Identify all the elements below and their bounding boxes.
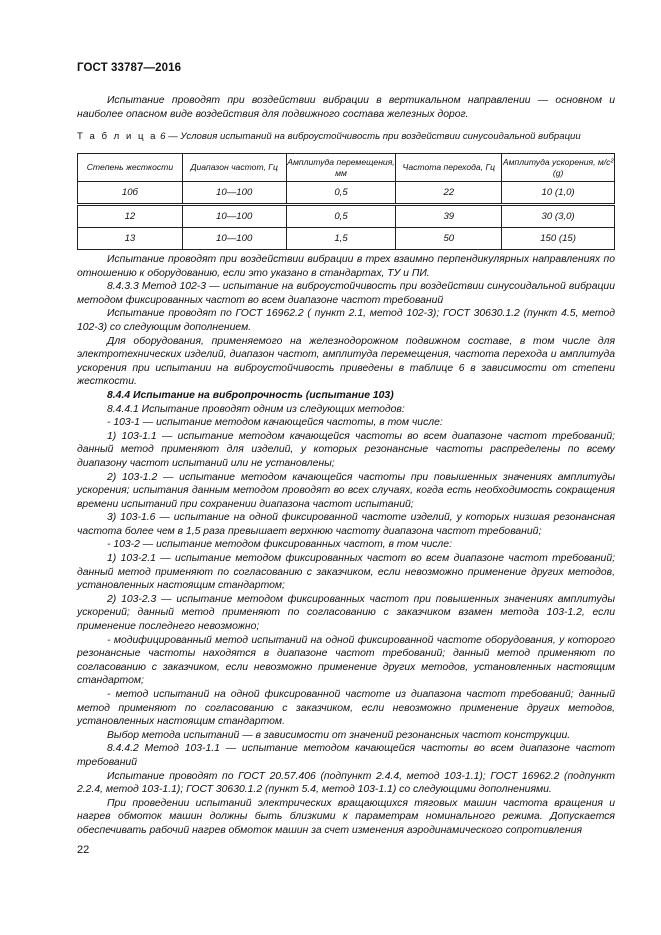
column-header-crossover: Частота перехода, Гц (396, 154, 502, 182)
table-label: Т а б л и ц а (77, 131, 158, 142)
list-item: 1) 103-2.1 — испытание методом фиксированных частот во всем диапазоне частот требований; данный метод применяют по согласованию с заказчиком, если невозможно применение других методов, установленных настоящим стандартом; (77, 553, 615, 592)
paragraph: Для оборудования, применяемого на железнодорожном подвижном составе, в том числе для электротехнических изделий, диапазон частот, амплитуда перемещения, частота перехода и амплитуда ускорения при испытании на виброустойчивость приведены в таблице 6 в зависимости от степени жесткости. (77, 335, 615, 388)
table-cell: 10—100 (182, 205, 286, 228)
list-item: 2) 103-1.2 — испытание методом качающейся частоты при повышенных значениях амплитуды ускорения; испытания данным методом проводят во всех случаях, когда есть необходимость сокращения времени испытаний при сохранении диапазона частот испытаний; (77, 471, 615, 510)
column-header-displacement: Амплитуда перемещения, мм (286, 154, 396, 182)
table-cell: 10 (1,0) (502, 182, 615, 205)
intro-block (77, 94, 615, 121)
table-cell: 1,5 (286, 228, 396, 250)
paragraph: Выбор метода испытаний — в зависимости от значений резонансных частот конструкции. (107, 729, 571, 741)
table-caption-text: 6 — Условия испытаний на виброустойчивость при воздействии синусоидальной вибрации (160, 131, 581, 142)
column-header-severity: Степень жесткости (78, 154, 183, 182)
table-cell: 10—100 (182, 182, 286, 205)
paragraph: Испытание проводят по ГОСТ 20.57.406 (подпункт 2.4.4, метод 103-1.1); ГОСТ 16962.2 (подпункт 2.2.4, метод 103-1.1); ГОСТ 30630.1.2 (пункт 5.4, метод 103-1.1) со следующими дополнениями. (77, 770, 615, 796)
list-item: - 103-2 — испытание методом фиксированных частот, в том числе: (107, 539, 452, 551)
section-heading-8-4-3-3: 8.4.3.3 Метод 102-3 — испытание на виброустойчивость при воздействии синусоидальной вибрации методом фиксированных частот во всем диапазоне частот требований (77, 281, 615, 306)
table-cell: 22 (396, 182, 502, 205)
table-cell: 150 (15) (502, 228, 615, 250)
column-header-acceleration: Амплитуда ускорения, м/с² (g) (502, 154, 615, 182)
vibration-conditions-table (77, 153, 615, 250)
table-cell: 10—100 (182, 228, 286, 250)
body-text (77, 253, 615, 838)
table-row (78, 182, 615, 205)
paragraph: При проведении испытаний электрических вращающихся тяговых машин частота вращения и нагрев обмоток машин должны быть близкими к параметрам номинального режима. Допускается обеспечивать рабочий нагрев обмоток машин за счет изменения аэродинамического сопротивления (77, 797, 615, 836)
document-header: ГОСТ 33787—2016 (77, 62, 182, 74)
page-number: 22 (77, 844, 90, 856)
list-item: - 103-1 — испытание методом качающейся частоты, в том числе: (107, 417, 443, 429)
table-cell: 0,5 (286, 182, 396, 205)
list-item: - модифицированный метод испытаний на одной фиксированной частоте оборудования, у которого резонансные частоты находятся в диапазоне частот требований; данный метод применяют по согласованию с заказчиком, если невозможно применение других методов, установленных настоящим стандартом; (77, 634, 615, 687)
intro-paragraph: Испытание проводят при воздействии вибрации в вертикальном направлении — основном и наиболее опасном виде воздействия для подвижного состава железных дорог. (77, 95, 615, 120)
table-cell: 13 (78, 228, 183, 250)
table-header-row (78, 154, 615, 182)
paragraph: Испытание проводят по ГОСТ 16962.2 ( пункт 2.1, метод 102-3); ГОСТ 30630.1.2 (пункт 4.5, метод 102-3) со следующим дополнением. (77, 308, 615, 333)
table-row (78, 228, 615, 250)
column-header-frequency-range: Диапазон частот, Гц (182, 154, 286, 182)
table-cell: 10б (78, 182, 183, 205)
table-cell: 39 (396, 205, 502, 228)
list-item: - метод испытаний на одной фиксированной частоте из диапазона частот требований; данный метод применяют по согласованию с заказчиком, если невозможно применение других методов, установленных настоящим стандартом. (77, 689, 615, 728)
list-item: 3) 103-1.6 — испытание на одной фиксированной частоте изделий, у которых низшая резонансная частота более чем в 1,5 раза превышает верхнюю частоту диапазона частот требований; (77, 512, 615, 537)
table-cell: 0,5 (286, 205, 396, 228)
list-item: 1) 103-1.1 — испытание методом качающейся частоты во всем диапазоне частот требований; данный метод применяют для изделий, у которых резонансные частоты распределены по всему диапазону частот испытаний или не установлены; (77, 430, 615, 469)
paragraph: Испытание проводят при воздействии вибрации в трех взаимно перпендикулярных направлениях по отношению к оборудованию, если это указано в стандартах, ТУ и ПИ. (77, 254, 615, 279)
table-caption (77, 131, 615, 142)
section-heading-8-4-4: 8.4.4 Испытание на вибропрочность (испытание 103) (107, 389, 394, 401)
paragraph: 8.4.4.1 Испытание проводят одним из следующих методов: (107, 403, 405, 415)
table-cell: 12 (78, 205, 183, 228)
table-cell: 30 (3,0) (502, 205, 615, 228)
table-cell: 50 (396, 228, 502, 250)
list-item: 2) 103-2.3 — испытание методом фиксированных частот при повышенных значениях амплитуды ускорений; данный метод применяют по согласованию с заказчиком взамен метода 103-1.2, если применение последнего невозможно; (77, 593, 615, 633)
table-row (78, 205, 615, 228)
section-heading-8-4-4-2: 8.4.4.2 Метод 103-1.1 — испытание методом качающейся частоты во всем диапазоне частот требований (77, 743, 615, 768)
